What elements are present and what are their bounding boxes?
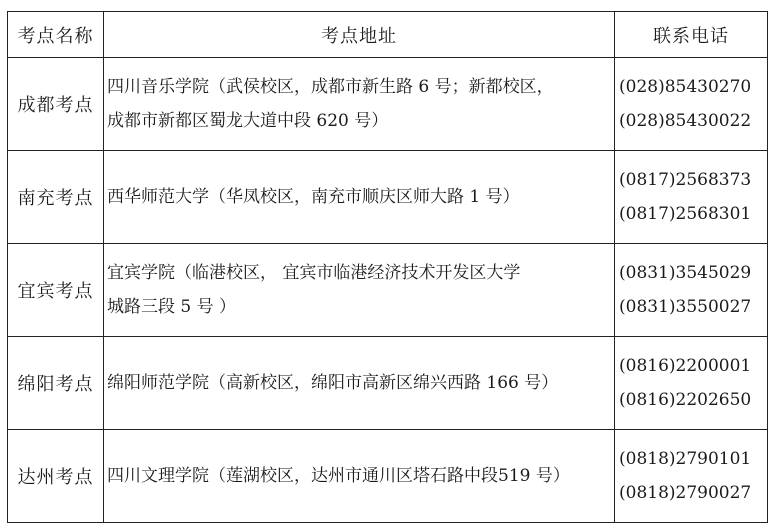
site-name: 成都考点 (8, 58, 104, 151)
address-line: 四川音乐学院（武侯校区，成都市新生路 6 号；新都校区， (107, 77, 554, 97)
address-line: 绵阳师范学院（高新校区，绵阳市高新区绵兴西路 166 号） (107, 373, 559, 393)
phone-number: (0817)2568301 (619, 204, 752, 224)
phone-number: (0831)3545029 (619, 263, 752, 283)
table-header-row (8, 12, 768, 58)
phone-number: (028)85430270 (619, 77, 752, 97)
header-contact-phone: 联系电话 (615, 12, 768, 58)
site-name: 南充考点 (8, 151, 104, 244)
phone-number: (0831)3550027 (619, 297, 752, 317)
address-line: 宜宾学院（临港校区， 宜宾市临港经济技术开发区大学 (107, 263, 521, 283)
phone-number: (0817)2568373 (619, 170, 752, 190)
site-name: 达州考点 (8, 430, 104, 523)
site-phones (615, 337, 768, 430)
table-row (8, 58, 768, 151)
address-line: 成都市新都区蜀龙大道中段 620 号） (107, 111, 389, 131)
header-site-address: 考点地址 (104, 12, 615, 58)
table-row (8, 244, 768, 337)
site-phones (615, 430, 768, 523)
address-line: 城路三段 5 号 ） (107, 297, 237, 317)
site-phones (615, 151, 768, 244)
site-address (104, 244, 615, 337)
table-row (8, 151, 768, 244)
site-phones (615, 244, 768, 337)
site-address (104, 430, 615, 523)
table-row (8, 337, 768, 430)
site-name: 绵阳考点 (8, 337, 104, 430)
address-line: 四川文理学院（莲湖校区，达州市通川区塔石路中段519 号） (107, 466, 570, 486)
phone-number: (0818)2790027 (619, 483, 752, 503)
site-name: 宜宾考点 (8, 244, 104, 337)
site-phones (615, 58, 768, 151)
address-line: 西华师范大学（华凤校区，南充市顺庆区师大路 1 号） (107, 187, 520, 207)
site-address (104, 337, 615, 430)
phone-number: (028)85430022 (619, 111, 752, 131)
table-row (8, 430, 768, 523)
site-address (104, 58, 615, 151)
exam-site-table (7, 11, 768, 523)
phone-number: (0818)2790101 (619, 449, 752, 469)
site-address (104, 151, 615, 244)
phone-number: (0816)2200001 (619, 356, 752, 376)
phone-number: (0816)2202650 (619, 390, 752, 410)
header-site-name: 考点名称 (8, 12, 104, 58)
